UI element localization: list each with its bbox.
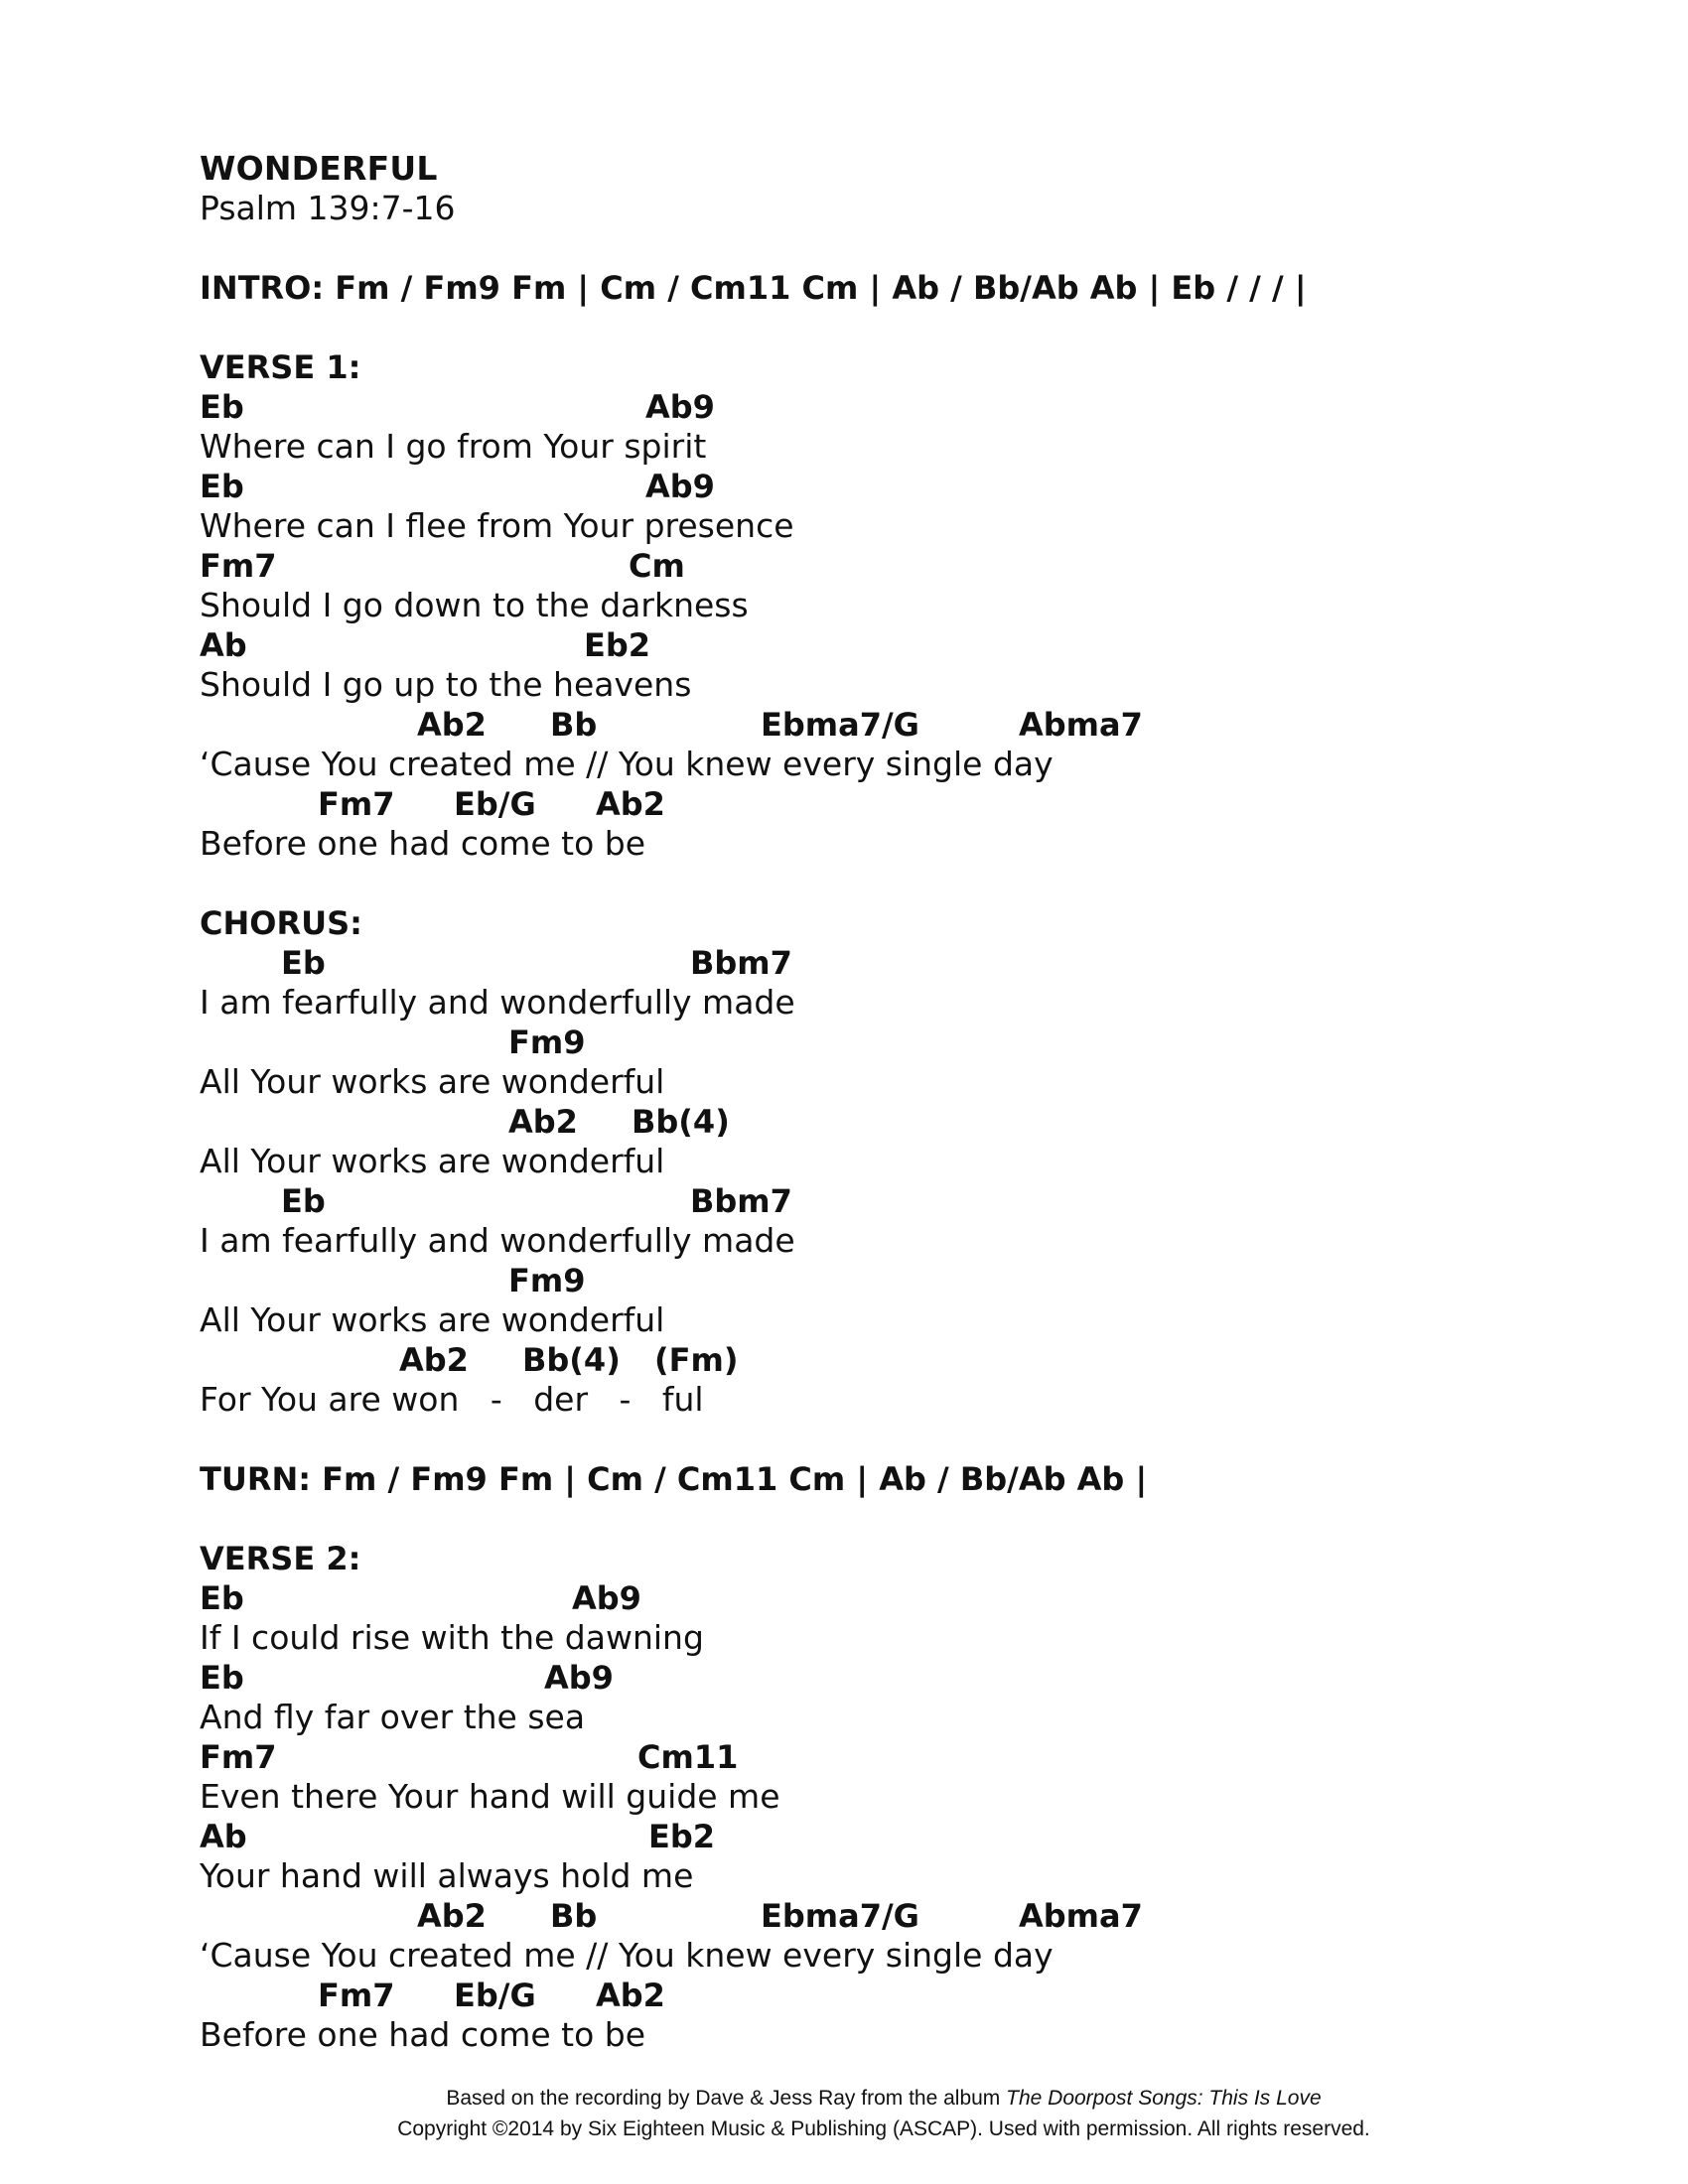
chord: Eb [200,1579,244,1617]
chord: Fm7 [318,1977,395,2014]
lyric-line: All Your works are wonderful [200,1300,665,1339]
lyric-line: If I could rise with the dawning [200,1618,704,1657]
lyric-line: ‘Cause You created me // You knew every single day [200,745,1054,783]
chord: Fm9 [508,1024,586,1061]
chord-row [200,1896,1610,1936]
chord: Ebma7/G [761,706,919,744]
chord: Fm7 [200,1738,277,1776]
recording-credit [40,2083,1688,2114]
chord: Eb2 [648,1818,716,1855]
chord-row [200,1737,1610,1777]
chord: Bb(4) [632,1103,730,1141]
chord: (Fm) [654,1341,739,1379]
chord: Fm7 [200,547,277,585]
chord: Cm [629,547,685,585]
chord: Bb(4) [522,1341,621,1379]
lyric-line: All Your works are wonderful [200,1142,665,1180]
chord: Bbm7 [690,1182,792,1220]
chord: Fm9 [508,1262,586,1299]
copyright-footer [40,2083,1688,2144]
chord: Eb [200,1659,244,1697]
lyric-line: Should I go down to the darkness [200,586,749,624]
chord-row [200,1102,1610,1142]
chord: Abma7 [1019,1897,1143,1935]
lyric-line: For You are won - der - ful [200,1380,704,1419]
chord: Ab2 [596,785,665,823]
chord: Ab [200,626,247,664]
album-title: The Doorpost Songs: This Is Love [1006,2087,1322,2110]
chord: Ab9 [572,1579,641,1617]
chord: Ab9 [645,388,715,426]
chord: Ab2 [399,1341,469,1379]
chord: Ab2 [596,1977,665,2014]
chord-sheet [200,149,1610,2055]
chord: Eb [281,944,326,982]
verse-1-heading: VERSE 1: [200,348,361,386]
chord-row [200,387,1610,427]
lyric-line: All Your works are wonderful [200,1062,665,1101]
chord-row [200,1658,1610,1698]
chord: Eb [200,388,244,426]
chord: Fm7 [318,785,395,823]
lyric-line: I am fearfully and wonderfully made [200,1221,795,1260]
chord: Ebma7/G [761,1897,919,1935]
chord-row [200,1261,1610,1300]
chord-row [200,1181,1610,1221]
copyright-notice: Copyright ©2014 by Six Eighteen Music & Publishing (ASCAP). Used with permission. All rights reserved. [397,2117,1370,2140]
chord: Abma7 [1019,706,1143,744]
song-title: WONDERFUL [200,149,438,188]
chord: Bb [550,706,598,744]
recording-credit-prefix: Based on the recording by Dave & Jess Ray from the album [446,2087,1007,2110]
chord: Ab9 [645,468,715,505]
chord-row [200,1340,1610,1380]
turn-progression: TURN: Fm / Fm9 Fm | Cm / Cm11 Cm | Ab / Bb/Ab Ab | [200,1460,1148,1498]
chorus-heading: CHORUS: [200,904,362,942]
chord: Eb [281,1182,326,1220]
lyric-line: I am fearfully and wonderfully made [200,983,795,1022]
verse-2-heading: VERSE 2: [200,1540,361,1577]
chord-row [200,705,1610,745]
chord-row [200,784,1610,824]
chord: Bbm7 [690,944,792,982]
lyric-line: Even there Your hand will guide me [200,1777,780,1816]
chord-row [200,943,1610,983]
verse-1-section [200,347,1610,864]
chord-row [200,1578,1610,1618]
chord-row [200,625,1610,665]
chord-row [200,546,1610,586]
chord: Eb [200,468,244,505]
scripture-reference: Psalm 139:7-16 [200,189,456,227]
lyric-line: ‘Cause You created me // You knew every single day [200,1936,1054,1975]
lyric-line: Where can I go from Your spirit [200,427,707,466]
lyric-line: Your hand will always hold me [200,1856,694,1895]
verse-2-section [200,1539,1610,2055]
chord: Ab2 [508,1103,578,1141]
chorus-section [200,903,1610,1420]
lyric-line: Should I go up to the heavens [200,665,692,704]
chord: Ab2 [417,706,487,744]
chord: Eb2 [584,626,651,664]
chord: Ab2 [417,1897,487,1935]
chord: Eb/G [454,785,536,823]
lyric-line: Before one had come to be [200,824,645,863]
chord-row [200,1976,1610,2015]
lyric-line: Where can I flee from Your presence [200,506,794,545]
lyric-line: Before one had come to be [200,2015,645,2054]
chord: Bb [550,1897,598,1935]
lyric-line: And fly far over the sea [200,1698,586,1736]
chord-row [200,1023,1610,1062]
chord: Eb/G [454,1977,536,2014]
chord: Cm11 [637,1738,739,1776]
chord-row [200,1817,1610,1856]
chord: Ab9 [544,1659,614,1697]
intro-progression: INTRO: Fm / Fm9 Fm | Cm / Cm11 Cm | Ab / Bb/Ab Ab | Eb / / / | [200,269,1307,307]
chord-row [200,467,1610,506]
chord: Ab [200,1818,247,1855]
